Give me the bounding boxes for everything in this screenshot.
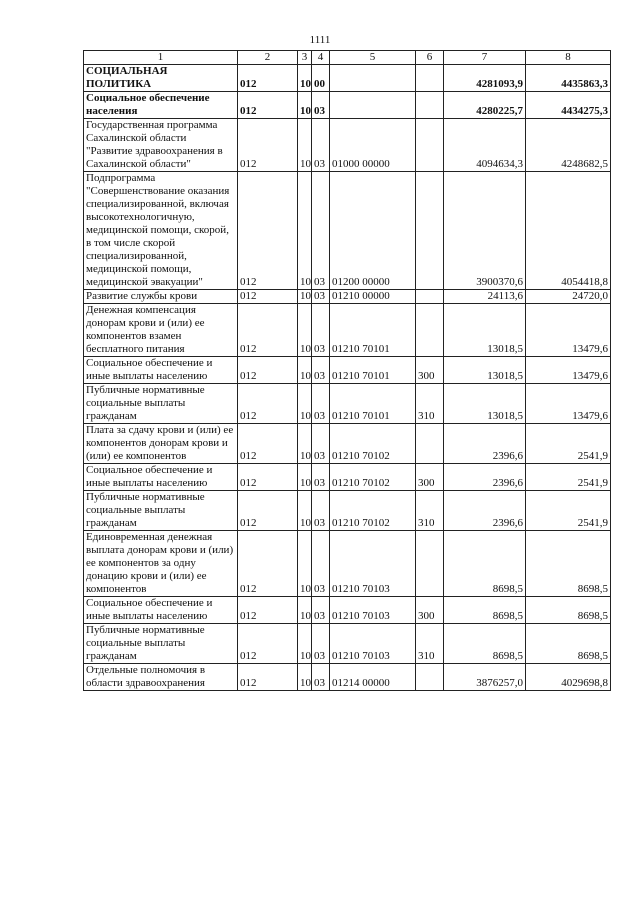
cell-target-article: 01210 70102: [330, 464, 416, 491]
cell-section: 10: [298, 304, 312, 357]
header-col-8: 8: [526, 51, 611, 65]
table-row: [84, 172, 611, 290]
cell-ministry: 012: [238, 172, 298, 290]
cell-name: Публичные нормативные социальные выплаты гражданам: [84, 491, 238, 531]
cell-name: Публичные нормативные социальные выплаты гражданам: [84, 624, 238, 664]
cell-ministry: 012: [238, 119, 298, 172]
cell-subsection: 03: [312, 172, 330, 290]
header-col-4: 4: [312, 51, 330, 65]
cell-sum-year-1: 2396,6: [444, 491, 526, 531]
cell-expense-type: 300: [416, 464, 444, 491]
cell-sum-year-2: 8698,5: [526, 624, 611, 664]
cell-name: Плата за сдачу крови и (или) ее компонентов донорам крови и (или) ее компонентов: [84, 424, 238, 464]
table-row: [84, 491, 611, 531]
cell-ministry: 012: [238, 597, 298, 624]
cell-name: Социальное обеспечение и иные выплаты населению: [84, 357, 238, 384]
cell-sum-year-1: 13018,5: [444, 357, 526, 384]
cell-subsection: 03: [312, 664, 330, 691]
cell-ministry: 012: [238, 304, 298, 357]
cell-name: Социальное обеспечение и иные выплаты населению: [84, 597, 238, 624]
header-col-7: 7: [444, 51, 526, 65]
cell-sum-year-2: 4029698,8: [526, 664, 611, 691]
cell-section: 10: [298, 597, 312, 624]
cell-section: 10: [298, 491, 312, 531]
table-header-row: [84, 51, 611, 65]
page-number: 1111: [309, 34, 331, 46]
cell-section: 10: [298, 624, 312, 664]
cell-sum-year-2: 13479,6: [526, 304, 611, 357]
cell-sum-year-2: 4054418,8: [526, 172, 611, 290]
cell-target-article: [330, 92, 416, 119]
cell-subsection: 03: [312, 531, 330, 597]
cell-subsection: 03: [312, 290, 330, 304]
cell-name: Единовременная денежная выплата донорам крови и (или) ее компонентов за одну донацию крови и (или) ее компонентов: [84, 531, 238, 597]
cell-expense-type: [416, 424, 444, 464]
cell-target-article: 01210 70103: [330, 597, 416, 624]
table-row: [84, 597, 611, 624]
table-row: [84, 624, 611, 664]
cell-sum-year-1: 24113,6: [444, 290, 526, 304]
cell-section: 10: [298, 290, 312, 304]
cell-ministry: 012: [238, 290, 298, 304]
cell-expense-type: [416, 172, 444, 290]
cell-subsection: 03: [312, 464, 330, 491]
header-col-5: 5: [330, 51, 416, 65]
cell-sum-year-1: 4281093,9: [444, 65, 526, 92]
cell-target-article: 01210 70103: [330, 531, 416, 597]
cell-sum-year-1: 4094634,3: [444, 119, 526, 172]
cell-target-article: 01214 00000: [330, 664, 416, 691]
cell-section: 10: [298, 172, 312, 290]
cell-sum-year-1: 13018,5: [444, 304, 526, 357]
table-row: [84, 384, 611, 424]
cell-subsection: 03: [312, 357, 330, 384]
cell-name: Развитие службы крови: [84, 290, 238, 304]
cell-target-article: 01210 70101: [330, 357, 416, 384]
table-row: [84, 119, 611, 172]
cell-section: 10: [298, 357, 312, 384]
cell-sum-year-2: 8698,5: [526, 597, 611, 624]
cell-sum-year-1: 8698,5: [444, 624, 526, 664]
cell-expense-type: 310: [416, 384, 444, 424]
cell-sum-year-2: 4435863,3: [526, 65, 611, 92]
cell-subsection: 03: [312, 491, 330, 531]
cell-ministry: 012: [238, 491, 298, 531]
cell-target-article: 01210 00000: [330, 290, 416, 304]
cell-ministry: 012: [238, 357, 298, 384]
cell-ministry: 012: [238, 424, 298, 464]
table-row: [84, 65, 611, 92]
cell-target-article: 01210 70101: [330, 384, 416, 424]
header-col-1: 1: [84, 51, 238, 65]
header-col-6: 6: [416, 51, 444, 65]
cell-subsection: 03: [312, 119, 330, 172]
cell-ministry: 012: [238, 531, 298, 597]
cell-expense-type: 310: [416, 624, 444, 664]
cell-name: Социальное обеспечение и иные выплаты населению: [84, 464, 238, 491]
cell-ministry: 012: [238, 384, 298, 424]
cell-sum-year-1: 3900370,6: [444, 172, 526, 290]
cell-target-article: 01210 70101: [330, 304, 416, 357]
cell-ministry: 012: [238, 624, 298, 664]
cell-name: Государственная программа Сахалинской области "Развитие здравоохранения в Сахалинской области": [84, 119, 238, 172]
cell-target-article: [330, 65, 416, 92]
cell-sum-year-2: 13479,6: [526, 357, 611, 384]
cell-target-article: 01210 70102: [330, 424, 416, 464]
cell-ministry: 012: [238, 664, 298, 691]
cell-subsection: 03: [312, 304, 330, 357]
table-row: [84, 464, 611, 491]
cell-sum-year-2: 24720,0: [526, 290, 611, 304]
cell-target-article: 01000 00000: [330, 119, 416, 172]
cell-sum-year-1: 3876257,0: [444, 664, 526, 691]
cell-sum-year-2: 13479,6: [526, 384, 611, 424]
table-row: [84, 664, 611, 691]
header-col-2: 2: [238, 51, 298, 65]
table-row: [84, 304, 611, 357]
cell-sum-year-1: 4280225,7: [444, 92, 526, 119]
table-row: [84, 290, 611, 304]
cell-name: Социальное обеспечение населения: [84, 92, 238, 119]
cell-name: Публичные нормативные социальные выплаты гражданам: [84, 384, 238, 424]
cell-subsection: 03: [312, 92, 330, 119]
cell-target-article: 01210 70103: [330, 624, 416, 664]
cell-expense-type: 310: [416, 491, 444, 531]
cell-target-article: 01200 00000: [330, 172, 416, 290]
cell-expense-type: 300: [416, 357, 444, 384]
cell-sum-year-2: 2541,9: [526, 464, 611, 491]
cell-target-article: 01210 70102: [330, 491, 416, 531]
cell-sum-year-1: 13018,5: [444, 384, 526, 424]
budget-table: [83, 50, 611, 691]
cell-expense-type: [416, 664, 444, 691]
cell-section: 10: [298, 424, 312, 464]
cell-sum-year-2: 2541,9: [526, 424, 611, 464]
cell-ministry: 012: [238, 464, 298, 491]
cell-expense-type: [416, 92, 444, 119]
cell-name: Подпрограмма "Совершенствование оказания специализированной, включая высокотехнологичную, медицинской помощи, скорой, в том числе скорой специализированной, медицинской помощи, медицинской эвакуации": [84, 172, 238, 290]
cell-sum-year-2: 8698,5: [526, 531, 611, 597]
cell-subsection: 00: [312, 65, 330, 92]
cell-expense-type: 300: [416, 597, 444, 624]
cell-sum-year-1: 8698,5: [444, 531, 526, 597]
cell-ministry: 012: [238, 92, 298, 119]
cell-sum-year-1: 2396,6: [444, 424, 526, 464]
cell-section: 10: [298, 119, 312, 172]
cell-section: 10: [298, 384, 312, 424]
cell-sum-year-2: 4248682,5: [526, 119, 611, 172]
cell-sum-year-1: 2396,6: [444, 464, 526, 491]
table-row: [84, 531, 611, 597]
cell-expense-type: [416, 304, 444, 357]
cell-section: 10: [298, 664, 312, 691]
cell-expense-type: [416, 531, 444, 597]
cell-subsection: 03: [312, 597, 330, 624]
cell-subsection: 03: [312, 384, 330, 424]
cell-section: 10: [298, 92, 312, 119]
table-row: [84, 424, 611, 464]
cell-section: 10: [298, 531, 312, 597]
cell-sum-year-1: 8698,5: [444, 597, 526, 624]
cell-name: Отдельные полномочия в области здравоохранения: [84, 664, 238, 691]
header-col-3: 3: [298, 51, 312, 65]
cell-expense-type: [416, 65, 444, 92]
cell-sum-year-2: 4434275,3: [526, 92, 611, 119]
cell-sum-year-2: 2541,9: [526, 491, 611, 531]
cell-ministry: 012: [238, 65, 298, 92]
table-row: [84, 357, 611, 384]
cell-expense-type: [416, 290, 444, 304]
cell-section: 10: [298, 464, 312, 491]
cell-name: Денежная компенсация донорам крови и (или) ее компонентов взамен бесплатного питания: [84, 304, 238, 357]
table-row: [84, 92, 611, 119]
cell-subsection: 03: [312, 424, 330, 464]
cell-subsection: 03: [312, 624, 330, 664]
cell-expense-type: [416, 119, 444, 172]
cell-name: СОЦИАЛЬНАЯ ПОЛИТИКА: [84, 65, 238, 92]
cell-section: 10: [298, 65, 312, 92]
